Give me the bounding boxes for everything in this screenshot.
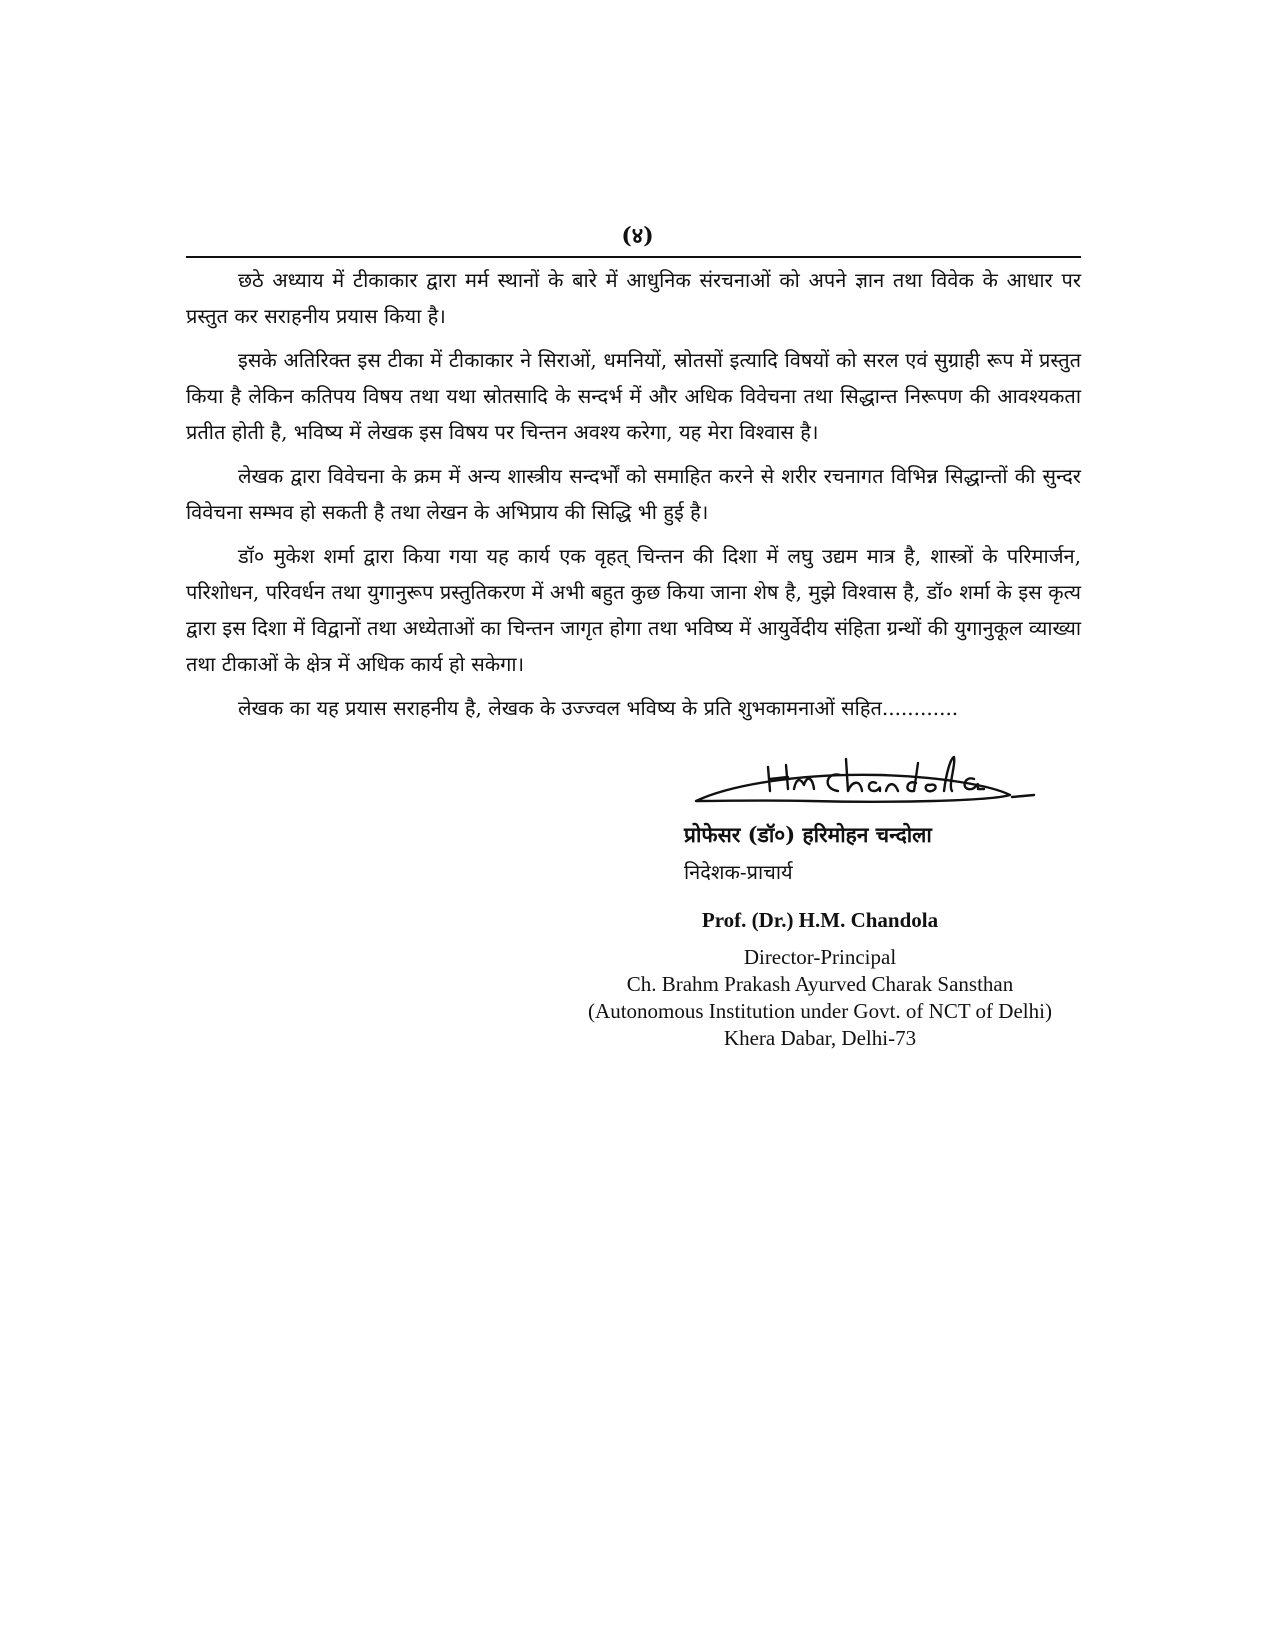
paragraph-3: लेखक द्वारा विवेचना के क्रम में अन्य शास्त्रीय सन्दर्भों को समाहित करने से शरीर रचनागत विभिन्न सिद्धान्तों की सुन्दर विवेचना सम्भव हो सकती है तथा लेखन के अभिप्राय की सिद्धि भी हुई है। <box>186 464 1081 524</box>
paragraph-2: इसके अतिरिक्त इस टीका में टीकाकार ने सिराओं, धमनियों, स्रोतसों इत्यादि विषयों को सरल एवं सुग्राही रूप में प्रस्तुत किया है लेकिन कतिपय विषय तथा यथा स्रोतसादि के सन्दर्भ में और अधिक विवेचना तथा सिद्धान्त निरूपण की आवश्यकता प्रतीत होती है, भविष्य में लेखक इस विषय पर चिन्तन अवश्य करेगा, यह मेरा विश्वास है। <box>186 348 1081 444</box>
signatory-institution-note: (Autonomous Institution under Govt. of NCT of Delhi) <box>588 999 1052 1023</box>
signatory-address: Khera Dabar, Delhi-73 <box>723 1026 917 1050</box>
signatory-english-name: Prof. (Dr.) H.M. Chandola <box>701 908 939 932</box>
page-number: (४) <box>621 223 654 249</box>
paragraph-5: लेखक का यह प्रयास सराहनीय है, लेखक के उज्ज्वल भविष्य के प्रति शुभकामनाओं सहित............ <box>238 696 959 720</box>
signatory-hindi-name: प्रोफेसर (डॉ०) हरिमोहन चन्दोला <box>684 822 932 847</box>
signatory-hindi-title: निदेशक-प्राचार्य <box>684 860 793 884</box>
handwritten-signature <box>690 745 1050 815</box>
paragraph-1: छठे अध्याय में टीकाकार द्वारा मर्म स्थानों के बारे में आधुनिक संरचनाओं को अपने ज्ञान तथा विवेक के आधार पर प्रस्तुत कर सराहनीय प्रयास किया है। <box>186 268 1081 328</box>
paragraph-4: डॉ० मुकेश शर्मा द्वारा किया गया यह कार्य एक वृहत् चिन्तन की दिशा में लघु उद्यम मात्र है, शास्त्रों के परिमार्जन, परिशोधन, परिवर्धन तथा युगानुरूप प्रस्तुतिकरण में अभी बहुत कुछ किया जाना शेष है, मुझे विश्वास है, डॉ० शर्मा के इस कृत्य द्वारा इस दिशा में विद्वानों तथा अध्येताओं का चिन्तन जागृत होगा तथा भविष्य में आयुर्वेदीय संहिता ग्रन्थों की युगानुकूल व्याख्या तथा टीकाओं के क्षेत्र में अधिक कार्य हो सकेगा। <box>186 544 1081 676</box>
signatory-institution: Ch. Brahm Prakash Ayurved Charak Sansthan <box>626 972 1014 996</box>
signatory-english-block <box>560 904 1080 1052</box>
body-text <box>186 262 1081 734</box>
signatory-designation: Director-Principal <box>743 945 897 969</box>
header-rule <box>186 256 1081 258</box>
